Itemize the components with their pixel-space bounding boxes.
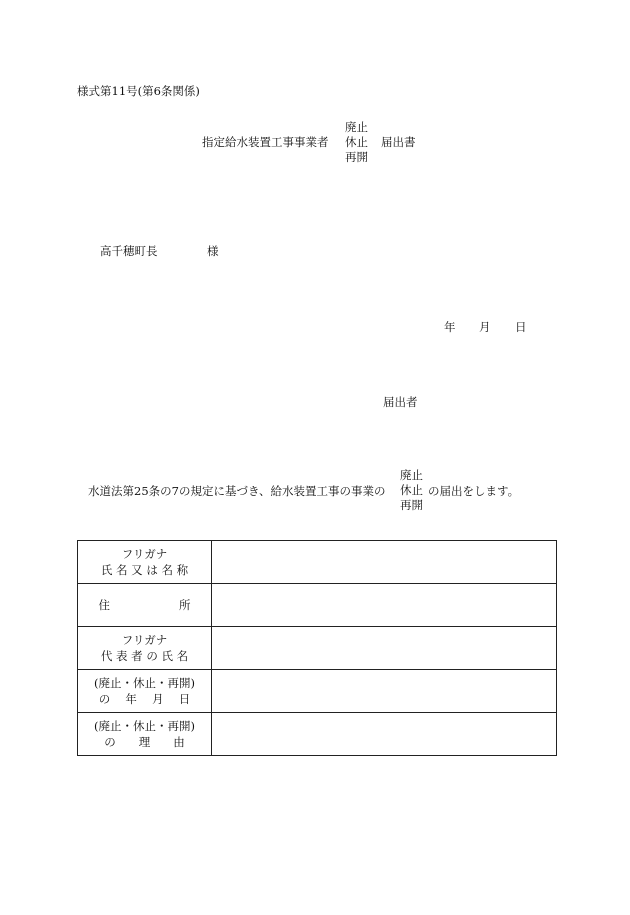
statement-prefix: 水道法第25条の7の規定に基づき、給水装置工事の事業の (88, 484, 386, 498)
title-suffix: 届出書 (381, 135, 416, 149)
row-label-name (78, 541, 212, 584)
representative-value-field[interactable] (212, 627, 557, 670)
notification-table (77, 540, 557, 756)
label-line: (廃止・休止・再開) (94, 719, 195, 733)
addressee-name: 高千穂町長 (100, 244, 158, 258)
reason-value-field[interactable] (212, 713, 557, 756)
table-row (78, 713, 557, 756)
statement-option-suspend: 休止 (400, 483, 423, 497)
label-line: 住 所 (98, 598, 191, 612)
table-row (78, 541, 557, 584)
label-line: の 理 由 (104, 735, 185, 749)
date-month-label: 月 (479, 320, 491, 334)
statement-option-resume: 再開 (400, 498, 423, 512)
row-label-address (78, 584, 212, 627)
title-option-resume: 再開 (345, 150, 368, 164)
table-row (78, 670, 557, 713)
table-row (78, 584, 557, 627)
title-option-suspend: 休止 (345, 135, 368, 149)
date-value-field[interactable] (212, 670, 557, 713)
table-row (78, 627, 557, 670)
notifier-label: 届出者 (383, 395, 418, 409)
addressee-honorific: 様 (207, 244, 219, 258)
title-prefix: 指定給水装置工事事業者 (202, 135, 329, 149)
title-options (345, 120, 368, 165)
form-number: 様式第11号(第6条関係) (77, 84, 200, 98)
label-line: 氏 名 又 は 名 称 (100, 563, 189, 577)
label-line: フリガナ (121, 633, 168, 647)
title-option-abolish: 廃止 (345, 120, 368, 134)
label-line: (廃止・休止・再開) (94, 676, 195, 690)
statement-options (400, 468, 423, 513)
row-label-representative (78, 627, 212, 670)
statement-suffix: の届出をします。 (428, 484, 520, 498)
date-day-label: 日 (515, 320, 527, 334)
statement-option-abolish: 廃止 (400, 468, 423, 482)
label-line: フリガナ (121, 547, 168, 561)
date-year-label: 年 (444, 320, 456, 334)
name-value-field[interactable] (212, 541, 557, 584)
label-line: の 年 月 日 (98, 692, 191, 706)
address-value-field[interactable] (212, 584, 557, 627)
row-label-date (78, 670, 212, 713)
label-line: 代 表 者 の 氏 名 (100, 649, 189, 663)
row-label-reason (78, 713, 212, 756)
